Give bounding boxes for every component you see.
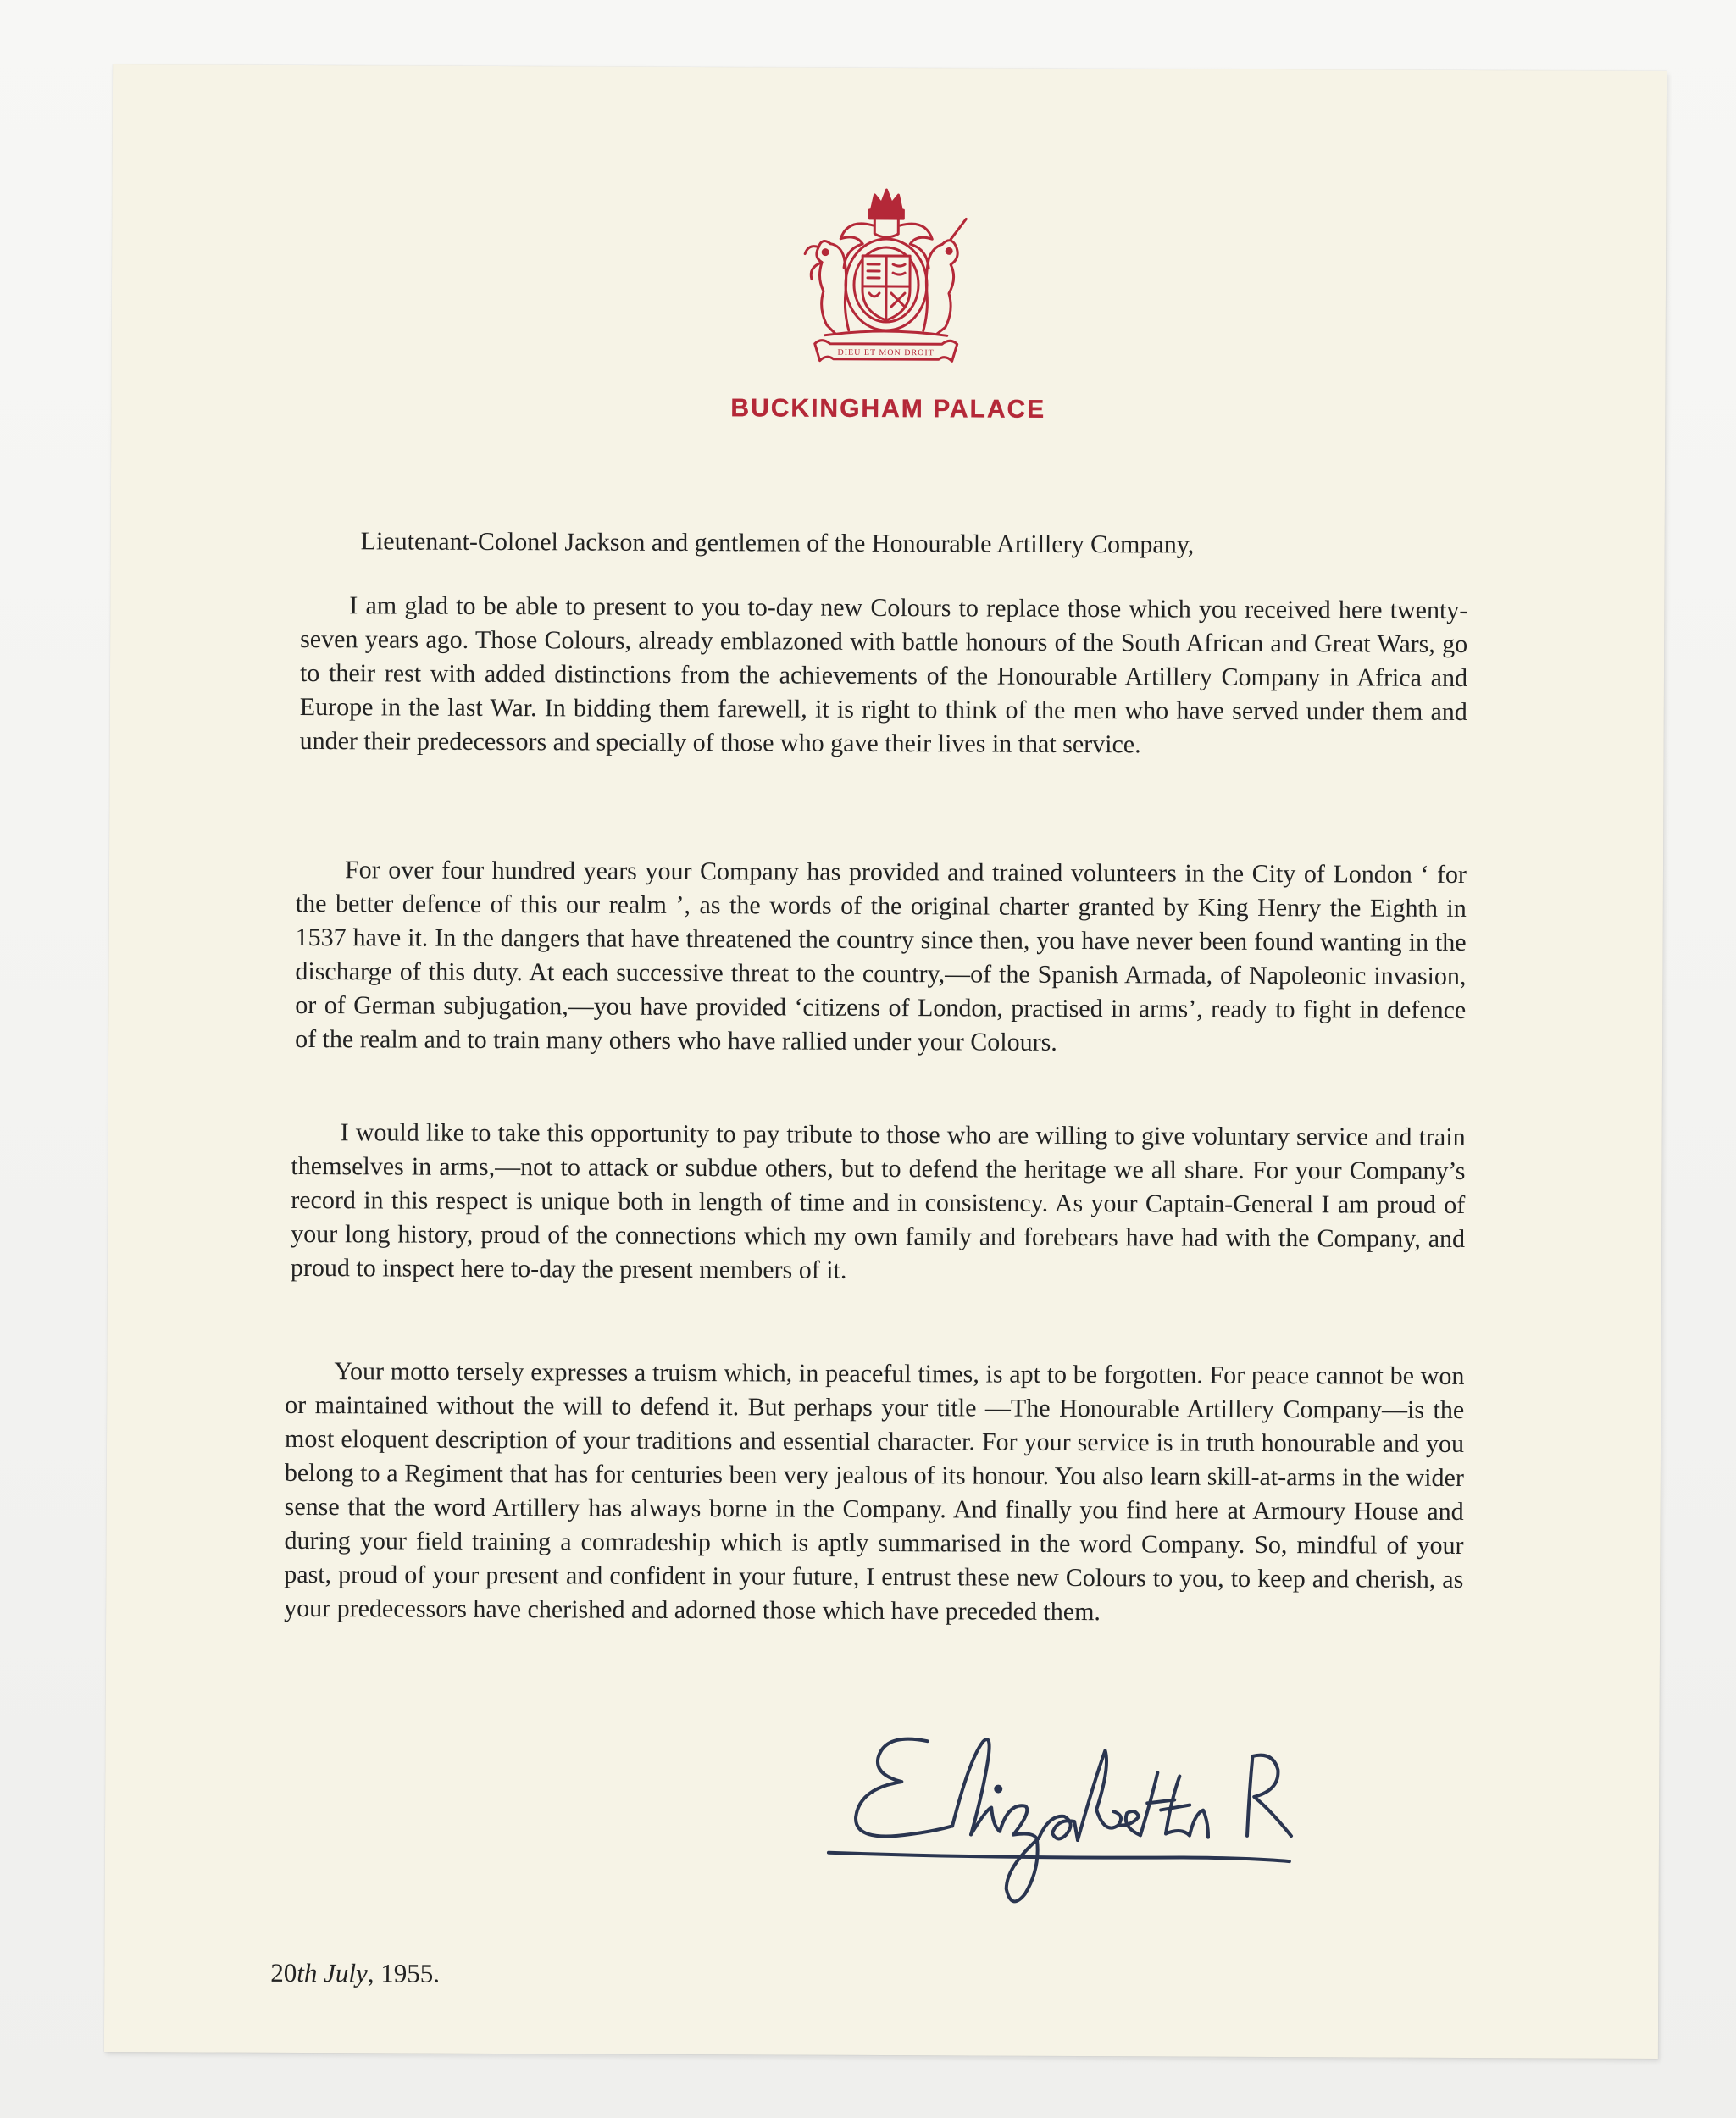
crest-motto: DIEU ET MON DROIT bbox=[837, 347, 935, 358]
paragraph-3: I would like to take this opportunity to pay tribute to those who are willing to give voluntary service and train themselves in arms,—not to attack or subdue others, but to defend the heritage we all share. For your Company’s record in this respect is unique both in length of time and in consistency. As your Captain-General I am proud of your long history, proud of the connections which my own family and forebears have had with the Company, and proud to inspect here to-day the present members of it. bbox=[290, 1118, 1466, 1284]
paragraph-2: For over four hundred years your Company has provided and trained volunteers in the City of London ‘ for the better defence of this our realm ’, as the words of the original charter granted by King Henry the Eighth in 1537 have it. In the dangers that have threatened the country since then, you have never been found wanting in the discharge of this duty. At each successive threat to the country,—of the Spanish Armada, of Napoleonic invasion, or of German subjugation,—you have provided ‘citizens of London, practised in arms’, ready to fight in defence of the realm and to train many others who have rallied under your Colours. bbox=[295, 856, 1467, 1056]
letter-date bbox=[270, 1958, 440, 1989]
paragraph-4: Your motto tersely expresses a truism which, in peaceful times, is apt to be forgotten. For peace cannot be won or maintained without the will to defend it. But perhaps your title —The Honourable Artillery Company—is the most eloquent description of your traditions and essential character. For your service is in truth honourable and you belong to a Regiment that has for centuries been very jealous of its honour. You also learn skill-at-arms in the wider sense that the word Artillery has always borne in the Company. And finally you find here at Armoury House and during your field training a comradeship which is aptly summarised in the word Company. So, mindful of your past, proud of your present and confident in your future, I entrust these new Colours to you, to keep and cherish, as your predecessors have cherished and adorned those which have preceded them. bbox=[284, 1357, 1465, 1627]
date-year: , 1955. bbox=[367, 1958, 441, 1988]
handwritten-signature bbox=[825, 1707, 1301, 1929]
royal-coat-of-arms-icon bbox=[796, 185, 977, 369]
date-month: th July bbox=[297, 1957, 368, 1988]
date-day: 20 bbox=[270, 1957, 297, 1988]
salutation: Lieutenant-Colonel Jackson and gentlemen of the Honourable Artillery Company, bbox=[360, 527, 1195, 559]
letterhead-title: BUCKINGHAM PALACE bbox=[730, 394, 1046, 424]
letter-sheet bbox=[104, 64, 1667, 2059]
paragraph-1: I am glad to be able to present to you to-day new Colours to replace those which you received here twenty-seven years ago. Those Colours, already emblazoned with battle honours of the South African and Great Wars, go to their rest with added distinctions from the achievements of the Honourable Artillery Company in Africa and Europe in the last War. In bidding them farewell, it is right to think of the men who have served under them and under their predecessors and specially of those who gave their lives in that service. bbox=[299, 591, 1468, 759]
